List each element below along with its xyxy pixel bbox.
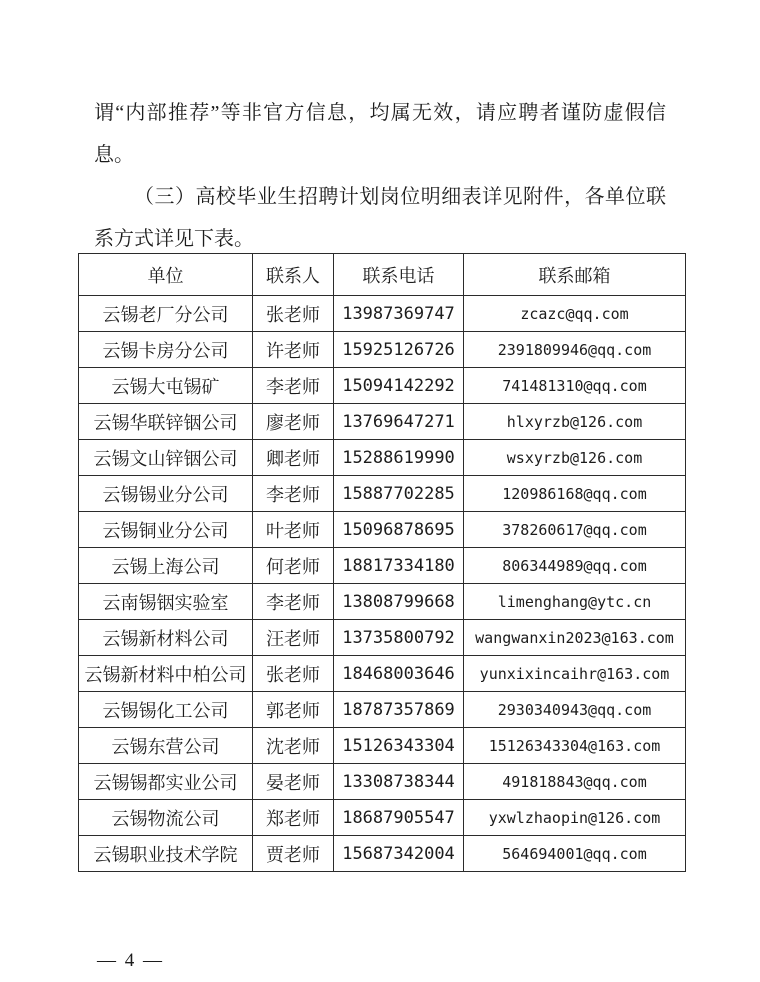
email-cell: wsxyrzb@126.com bbox=[464, 440, 686, 476]
header-unit: 单位 bbox=[79, 254, 253, 296]
phone-cell: 18787357869 bbox=[334, 692, 464, 728]
unit-cell: 云锡新材料中柏公司 bbox=[79, 656, 253, 692]
email-cell: wangwanxin2023@163.com bbox=[464, 620, 686, 656]
email-cell: zcazc@qq.com bbox=[464, 296, 686, 332]
phone-cell: 18817334180 bbox=[334, 548, 464, 584]
table-row bbox=[79, 296, 686, 332]
table-row bbox=[79, 548, 686, 584]
contact-person-cell: 张老师 bbox=[253, 656, 334, 692]
phone-cell: 15288619990 bbox=[334, 440, 464, 476]
contact-person-cell: 卿老师 bbox=[253, 440, 334, 476]
unit-cell: 云锡职业技术学院 bbox=[79, 836, 253, 872]
unit-cell: 云锡锡化工公司 bbox=[79, 692, 253, 728]
email-cell: 378260617@qq.com bbox=[464, 512, 686, 548]
email-cell: 491818843@qq.com bbox=[464, 764, 686, 800]
unit-cell: 云锡上海公司 bbox=[79, 548, 253, 584]
paragraph-section-three: （三）高校毕业生招聘计划岗位明细表详见附件，各单位联系方式详见下表。 bbox=[94, 186, 666, 250]
unit-cell: 云锡锡都实业公司 bbox=[79, 764, 253, 800]
table-row bbox=[79, 800, 686, 836]
contact-person-cell: 晏老师 bbox=[253, 764, 334, 800]
unit-cell: 云锡老厂分公司 bbox=[79, 296, 253, 332]
contact-person-cell: 叶老师 bbox=[253, 512, 334, 548]
table-row bbox=[79, 764, 686, 800]
contact-person-cell: 李老师 bbox=[253, 584, 334, 620]
unit-cell: 云锡物流公司 bbox=[79, 800, 253, 836]
body-text bbox=[94, 92, 666, 260]
contact-person-cell: 李老师 bbox=[253, 476, 334, 512]
page-number: — 4 — bbox=[97, 950, 164, 971]
email-cell: 2391809946@qq.com bbox=[464, 332, 686, 368]
email-cell: 15126343304@163.com bbox=[464, 728, 686, 764]
contact-person-cell: 贾老师 bbox=[253, 836, 334, 872]
contact-person-cell: 李老师 bbox=[253, 368, 334, 404]
phone-cell: 15887702285 bbox=[334, 476, 464, 512]
email-cell: yunxixincaihr@163.com bbox=[464, 656, 686, 692]
contact-person-cell: 张老师 bbox=[253, 296, 334, 332]
contact-person-cell: 廖老师 bbox=[253, 404, 334, 440]
table-header-row bbox=[79, 254, 686, 296]
unit-cell: 云锡文山锌铟公司 bbox=[79, 440, 253, 476]
contact-person-cell: 何老师 bbox=[253, 548, 334, 584]
unit-cell: 云南锡铟实验室 bbox=[79, 584, 253, 620]
table-row bbox=[79, 656, 686, 692]
table-row bbox=[79, 728, 686, 764]
phone-cell: 13808799668 bbox=[334, 584, 464, 620]
table-row bbox=[79, 512, 686, 548]
unit-cell: 云锡卡房分公司 bbox=[79, 332, 253, 368]
table-row bbox=[79, 404, 686, 440]
table-row bbox=[79, 620, 686, 656]
phone-cell: 13308738344 bbox=[334, 764, 464, 800]
unit-cell: 云锡新材料公司 bbox=[79, 620, 253, 656]
header-contact-email: 联系邮箱 bbox=[464, 254, 686, 296]
table-row bbox=[79, 476, 686, 512]
phone-cell: 13987369747 bbox=[334, 296, 464, 332]
contact-table bbox=[78, 253, 686, 872]
header-contact-phone: 联系电话 bbox=[334, 254, 464, 296]
phone-cell: 15126343304 bbox=[334, 728, 464, 764]
contact-person-cell: 郭老师 bbox=[253, 692, 334, 728]
phone-cell: 15096878695 bbox=[334, 512, 464, 548]
contact-person-cell: 沈老师 bbox=[253, 728, 334, 764]
phone-cell: 13735800792 bbox=[334, 620, 464, 656]
email-cell: 564694001@qq.com bbox=[464, 836, 686, 872]
unit-cell: 云锡华联锌铟公司 bbox=[79, 404, 253, 440]
email-cell: yxwlzhaopin@126.com bbox=[464, 800, 686, 836]
table-row bbox=[79, 332, 686, 368]
table-row bbox=[79, 836, 686, 872]
table-row bbox=[79, 368, 686, 404]
phone-cell: 13769647271 bbox=[334, 404, 464, 440]
contact-person-cell: 汪老师 bbox=[253, 620, 334, 656]
unit-cell: 云锡锡业分公司 bbox=[79, 476, 253, 512]
table-row bbox=[79, 440, 686, 476]
email-cell: 741481310@qq.com bbox=[464, 368, 686, 404]
contact-person-cell: 许老师 bbox=[253, 332, 334, 368]
table-row bbox=[79, 692, 686, 728]
table-row bbox=[79, 584, 686, 620]
email-cell: 2930340943@qq.com bbox=[464, 692, 686, 728]
phone-cell: 18687905547 bbox=[334, 800, 464, 836]
email-cell: hlxyrzb@126.com bbox=[464, 404, 686, 440]
phone-cell: 15094142292 bbox=[334, 368, 464, 404]
contact-person-cell: 郑老师 bbox=[253, 800, 334, 836]
contact-table-body bbox=[79, 296, 686, 872]
phone-cell: 15925126726 bbox=[334, 332, 464, 368]
email-cell: 120986168@qq.com bbox=[464, 476, 686, 512]
unit-cell: 云锡东营公司 bbox=[79, 728, 253, 764]
email-cell: 806344989@qq.com bbox=[464, 548, 686, 584]
phone-cell: 18468003646 bbox=[334, 656, 464, 692]
unit-cell: 云锡大屯锡矿 bbox=[79, 368, 253, 404]
paragraph-continuation: 谓“内部推荐”等非官方信息，均属无效，请应聘者谨防虚假信息。 bbox=[94, 102, 666, 166]
unit-cell: 云锡铜业分公司 bbox=[79, 512, 253, 548]
email-cell: limenghang@ytc.cn bbox=[464, 584, 686, 620]
header-contact-person: 联系人 bbox=[253, 254, 334, 296]
phone-cell: 15687342004 bbox=[334, 836, 464, 872]
